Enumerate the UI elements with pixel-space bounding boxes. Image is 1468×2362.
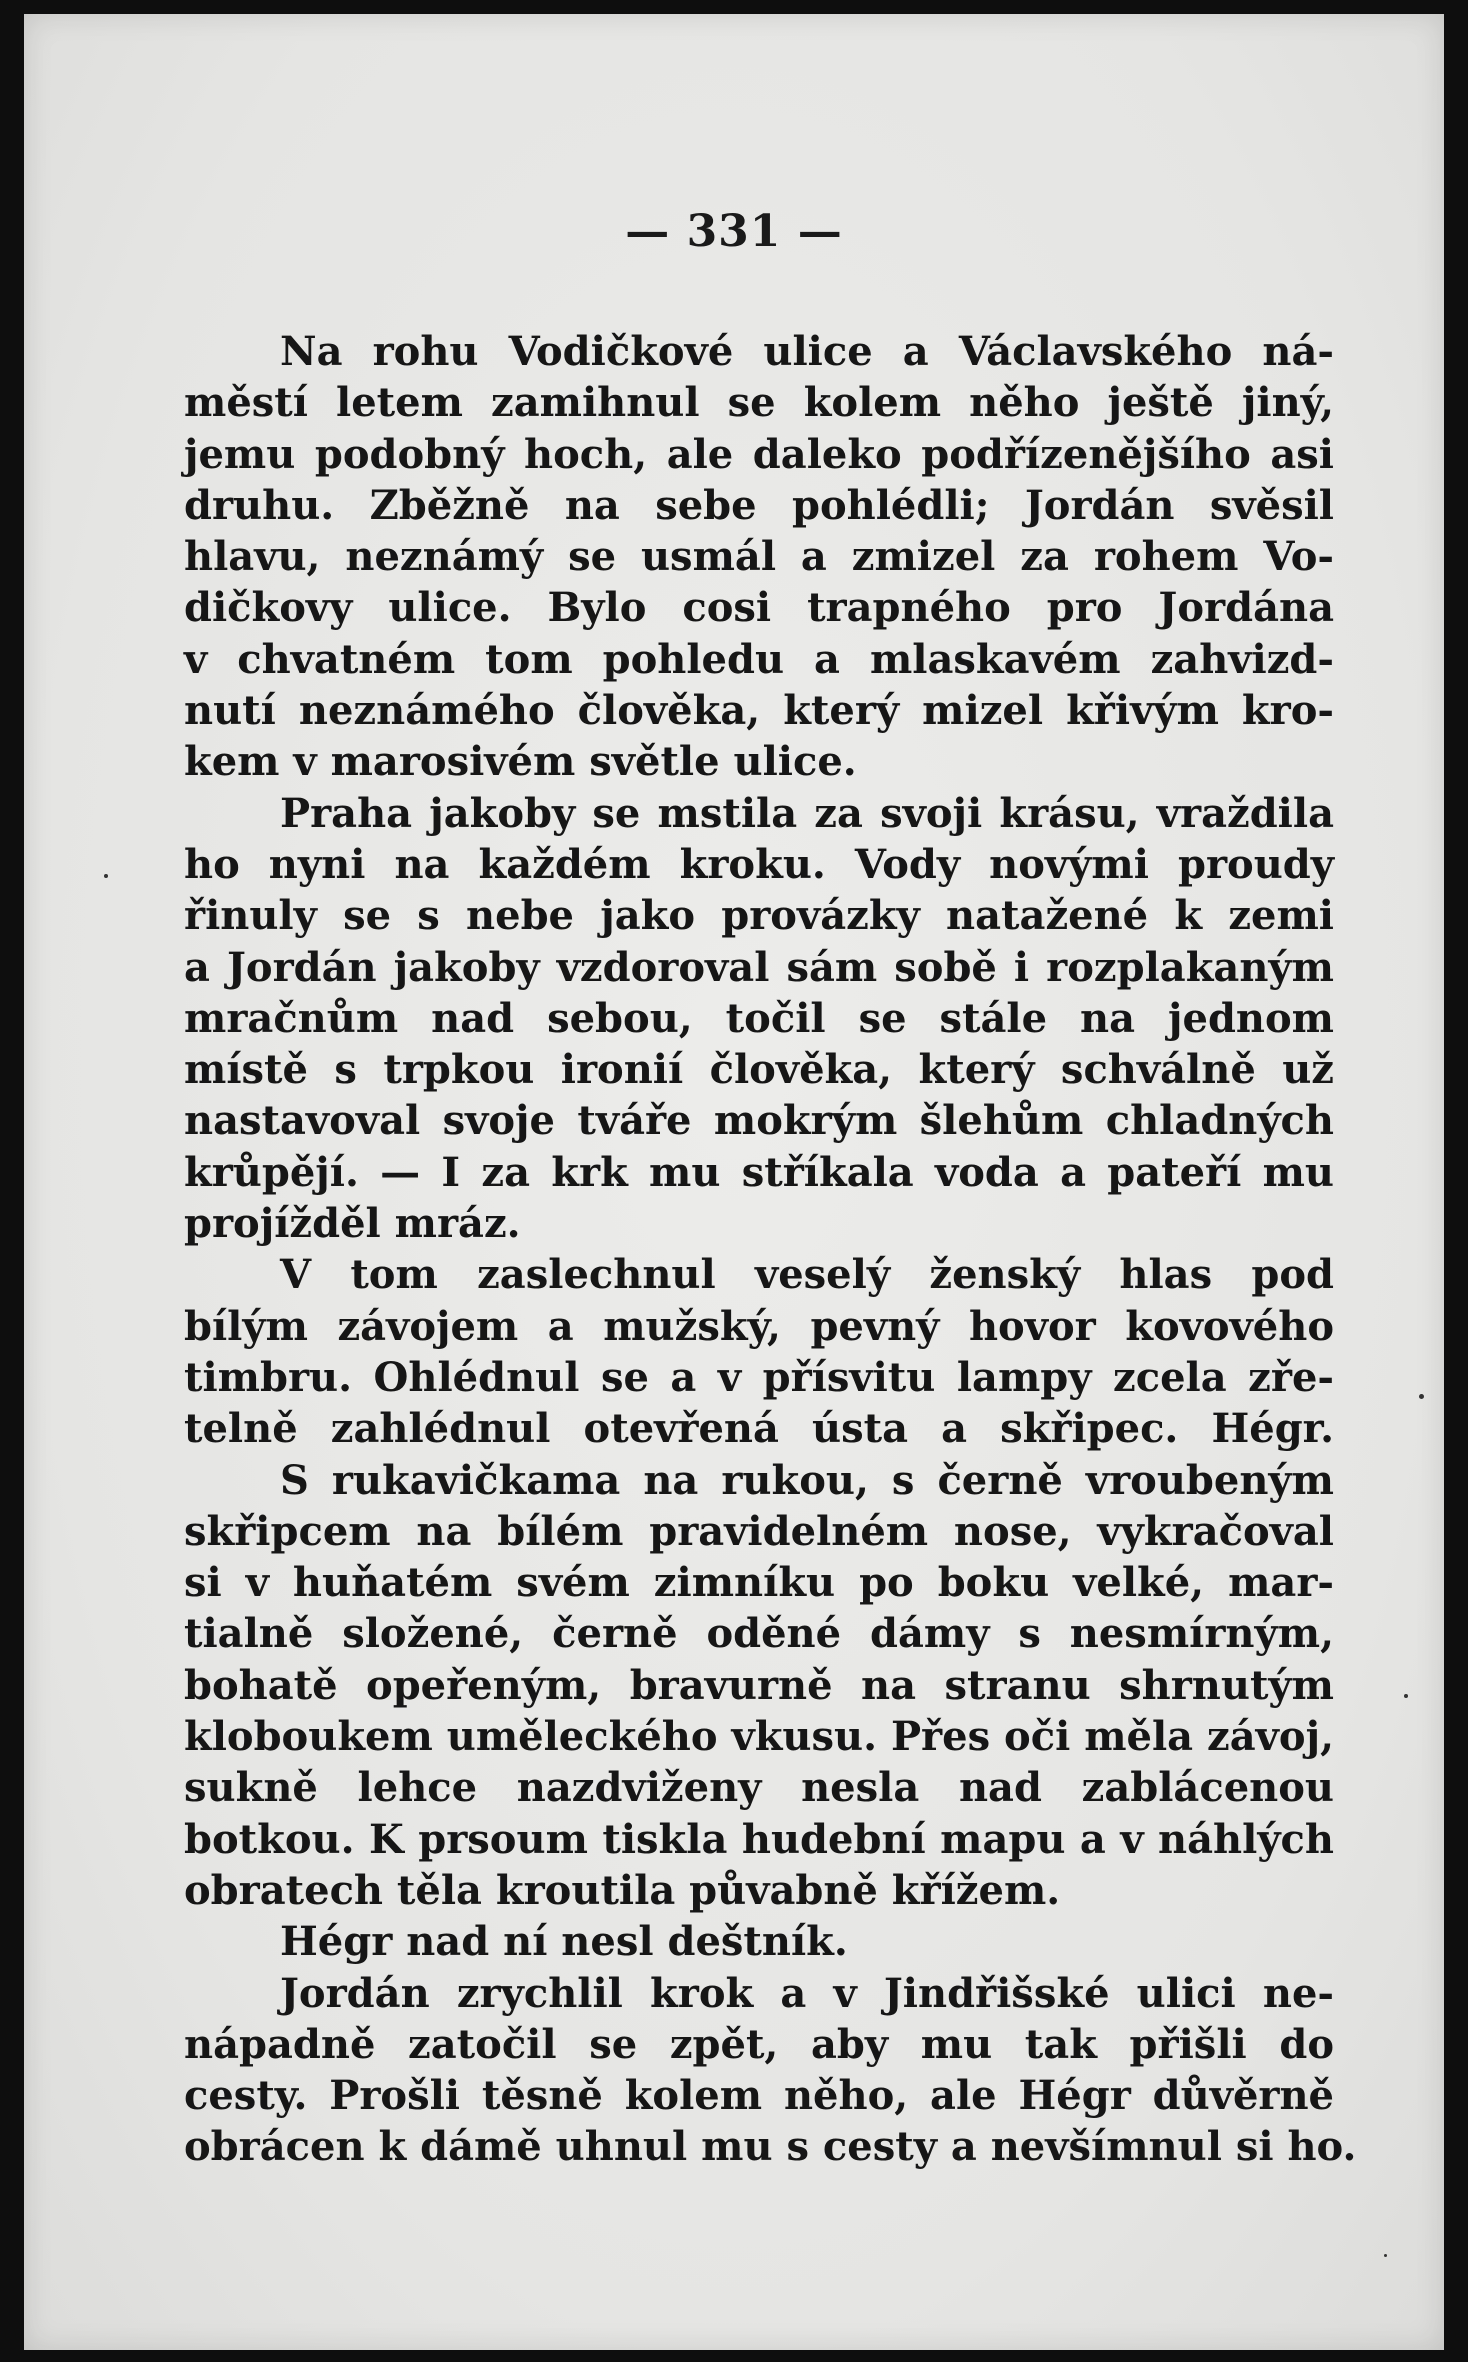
text-line: obratech těla kroutila půvabně křížem. [184, 1866, 1061, 1914]
text-line: ho nyni na každém kroku. Vody novými proudy [184, 840, 1334, 888]
text-line: projížděl mráz. [184, 1200, 521, 1248]
text-line: nastavoval svoje tváře mokrým šlehům chladných [184, 1097, 1334, 1145]
text-line: kem v marosivém světle ulice. [184, 738, 857, 786]
text-line: nutí neznámého člověka, který mizel křivým kro- [184, 687, 1334, 735]
text-line: Na rohu Vodičkové ulice a Václavského ná- [280, 328, 1334, 375]
text-line: dičkovy ulice. Bylo cosi trapného pro Jordána [184, 584, 1334, 632]
text-line: nápadně zatočil se zpět, aby mu tak přišli do [184, 2020, 1334, 2068]
text-line: krůpějí. — I za krk mu stříkala voda a pateří mu [184, 1148, 1334, 1196]
text-line: S rukavičkama na rukou, s černě vroubeným [280, 1456, 1334, 1504]
page-number: — 331 — [625, 206, 843, 257]
body-text [184, 326, 1357, 2173]
scan-speck [1419, 1394, 1424, 1399]
scanned-page [24, 14, 1444, 2350]
text-line: si v huňatém svém zimníku po boku velké, mar- [184, 1559, 1334, 1607]
scan-speck [1384, 2254, 1387, 2257]
text-line: timbru. Ohlédnul se a v přísvitu lampy zcela zře- [184, 1353, 1334, 1401]
text-line: bílým závojem a mužský, pevný hovor kovového [184, 1302, 1334, 1350]
text-line: městí letem zamihnul se kolem něho ještě jiný, [184, 379, 1334, 427]
text-line: druhu. Zběžně na sebe pohlédli; Jordán svěsil [184, 481, 1334, 529]
text-line: cesty. Prošli těsně kolem něho, ale Hégr důvěrně [184, 2072, 1334, 2120]
text-line: v chvatném tom pohledu a mlaskavém zahvizd- [184, 635, 1334, 683]
text-line: kloboukem uměleckého vkusu. Přes oči měla závoj, [184, 1713, 1334, 1761]
text-line: místě s trpkou ironií člověka, který schválně už [184, 1046, 1334, 1094]
text-line: Hégr nad ní nesl deštník. [280, 1918, 848, 1966]
text-line: mračnům nad sebou, točil se stále na jednom [184, 994, 1334, 1042]
text-line: tialně složené, černě oděné dámy s nesmírným, [184, 1610, 1334, 1658]
text-line: bohatě opeřeným, bravurně na stranu shrnutým [184, 1661, 1334, 1709]
text-line: sukně lehce nazdviženy nesla nad zablácenou [184, 1764, 1334, 1812]
text-line: V tom zaslechnul veselý ženský hlas pod [280, 1251, 1334, 1299]
text-line: a Jordán jakoby vzdoroval sám sobě i rozplakaným [184, 943, 1334, 991]
text-line: Jordán zrychlil krok a v Jindřišské ulici ne- [280, 1969, 1334, 2017]
scan-speck [104, 874, 108, 878]
text-line: telně zahlédnul otevřená ústa a skřipec. Hégr. [184, 1405, 1334, 1453]
scan-speck [1404, 1694, 1408, 1698]
text-line: hlavu, neznámý se usmál a zmizel za rohem Vo- [184, 533, 1334, 581]
text-line: skřipcem na bílém pravidelném nose, vykračoval [184, 1507, 1334, 1555]
text-line: botkou. K prsoum tiskla hudební mapu a v náhlých [184, 1815, 1334, 1863]
text-line: řinuly se s nebe jako provázky natažené k zemi [184, 892, 1334, 940]
text-line: Praha jakoby se mstila za svoji krásu, vraždila [280, 789, 1334, 837]
text-line: obrácen k dámě uhnul mu s cesty a nevšímnul si ho. [184, 2123, 1357, 2171]
text-line: jemu podobný hoch, ale daleko podřízenějšího asi [184, 430, 1334, 478]
